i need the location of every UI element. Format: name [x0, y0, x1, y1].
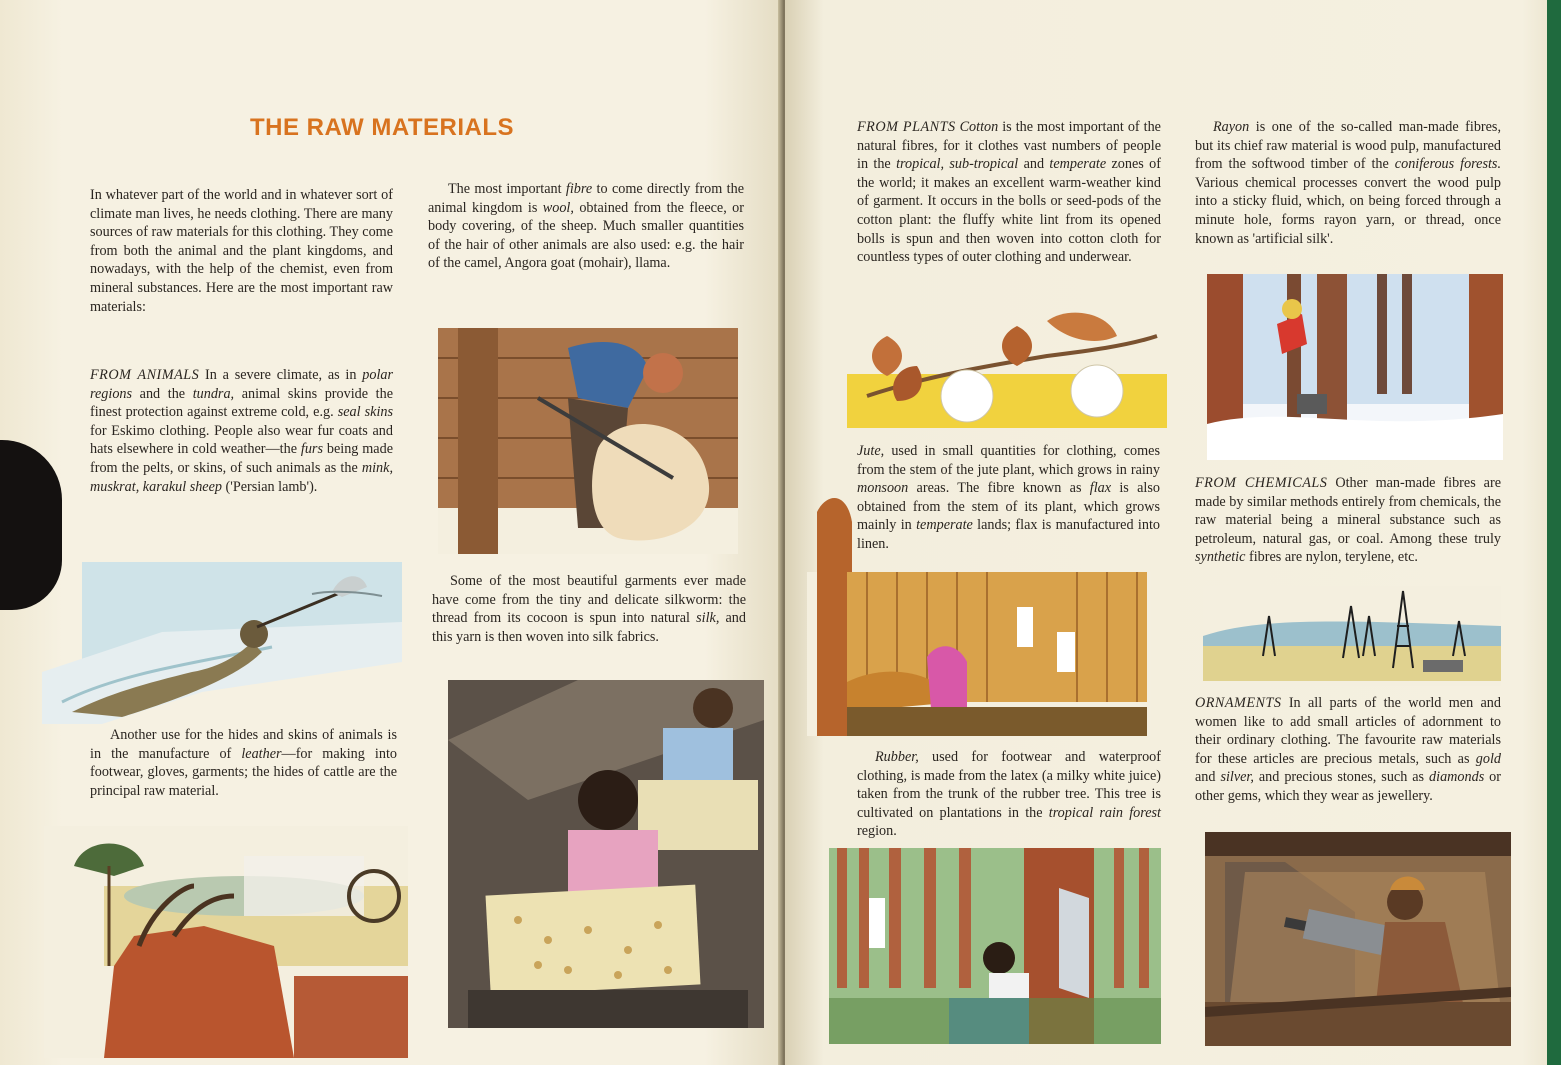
oil-derricks-drawing — [1203, 586, 1501, 686]
emphasis: monsoon — [857, 480, 909, 497]
right-page — [785, 0, 1561, 1065]
emphasis: gold — [1475, 750, 1501, 767]
from-plants-heading: FROM PLANTS — [857, 119, 956, 135]
silkworm-trays-illustration — [448, 680, 764, 1028]
text-span: ('Persian lamb'). — [222, 478, 318, 495]
wool-paragraph — [428, 180, 744, 273]
rubber-paragraph — [857, 748, 1161, 841]
emphasis: flax — [1089, 480, 1112, 497]
leather-paragraph — [90, 726, 397, 800]
emphasis: seal skins — [337, 404, 394, 421]
text-span: being made from the pelts, or skins, of such animals as the — [90, 441, 393, 476]
text-span: In a severe climate, as in — [199, 367, 363, 383]
emphasis: fibre — [565, 181, 593, 197]
text-span: to come directly from the animal kingdom is — [428, 181, 744, 216]
page-title: THE RAW MATERIALS — [250, 114, 515, 141]
text-span: —for making into footwear, gloves, garments; the hides of cattle are the principal raw material. — [90, 745, 397, 799]
emphasis: Rayon — [1213, 119, 1250, 135]
text-span: is the most important of the natural fibres, for it clothes vast numbers of people in the — [857, 119, 1161, 173]
sheep-shearing-drawing — [438, 328, 738, 554]
chemicals-paragraph — [1195, 474, 1501, 567]
lumberjack-forest-illustration — [1207, 274, 1503, 460]
text-span: Some of the most beautiful garments ever made have come from the tiny and delicate silkworm: the thread from its cocoon is spun into natural — [432, 573, 746, 627]
text-span: animal skins provide the finest protection against extreme cold, e.g. — [90, 385, 393, 421]
miner-drilling-drawing — [1205, 832, 1511, 1046]
from-chemicals-heading: FROM CHEMICALS — [1195, 475, 1328, 491]
text-span: is also obtained from the stem of its plant, which grows mainly in — [857, 480, 1160, 534]
rubber-tapping-drawing — [829, 848, 1161, 1044]
rayon-paragraph — [1195, 118, 1501, 248]
jute-harvest-illustration — [807, 492, 1151, 736]
silk-paragraph — [432, 572, 746, 646]
emphasis: leather — [241, 745, 282, 762]
text-span: for Eskimo clothing. People also wear fur coats and hats elsewhere in cold weather—the — [90, 422, 393, 458]
text-span: obtained from the fleece, or body covering, of the sheep. Much smaller quantities of the hair of other animals are also used: e.g. the hair of the camel, Angora goat (mohair), llama. — [428, 199, 744, 272]
sheep-shearing-illustration — [438, 328, 738, 554]
rubber-tapping-illustration — [829, 848, 1161, 1044]
from-animals-paragraph — [90, 366, 393, 496]
jute-harvest-drawing — [807, 492, 1151, 736]
emphasis: Cotton — [955, 119, 999, 135]
intro-paragraph: In whatever part of the world and in whatever sort of climate man lives, he needs clothing. There are many sources of raw materials for this clothing. They come from both the animal and the plant kingdoms, and nowadays, with the help of the chemist, even from mineral substances. Here are the most important raw materials: — [90, 187, 393, 315]
cotton-paragraph — [857, 118, 1161, 267]
cattle-oxcart-illustration — [44, 826, 408, 1058]
from-animals-heading: FROM ANIMALS — [90, 367, 200, 383]
emphasis: furs — [300, 441, 323, 458]
ornaments-heading: ORNAMENTS — [1195, 695, 1282, 711]
text-span: and this yarn is then woven into silk fabrics. — [432, 610, 746, 645]
emphasis: silver, — [1220, 769, 1254, 786]
text-span: Another use for the hides and skins of animals is in the manufacture of — [90, 727, 397, 762]
text-span: The most important — [448, 181, 566, 197]
book-cover-edge — [1547, 0, 1561, 1065]
text-span: used in small quantities for clothing, comes from the stem of the jute plant, which grows in rainy — [857, 443, 1160, 478]
text-span: and the — [132, 385, 193, 402]
emphasis: tundra, — [192, 385, 235, 402]
emphasis: temperate — [1049, 156, 1107, 173]
emphasis: wool, — [542, 199, 574, 216]
cotton-plant-drawing — [847, 306, 1167, 428]
miner-drilling-illustration — [1205, 832, 1511, 1046]
lumberjack-forest-drawing — [1207, 274, 1503, 460]
emphasis: polar regions — [90, 367, 393, 402]
text-span: areas. The fibre known as — [908, 480, 1090, 497]
text-span: and — [1195, 769, 1221, 786]
text-span: zones of the world; it makes an excellent warm-weather kind of garment. It occurs in the bolls or seed-pods of the cotton plant: the fluffy white lint from its opened bolls is spun and then woven into cotton cloth for countless types of outer clothing and underwear. — [857, 156, 1161, 266]
cattle-oxcart-drawing — [44, 826, 408, 1058]
emphasis: tropical, sub-tropical — [896, 156, 1019, 173]
text-span: fibres are nylon, terylene, etc. — [1245, 549, 1418, 566]
cotton-plant-illustration — [847, 306, 1167, 428]
emphasis: Jute, — [857, 443, 885, 459]
silkworm-trays-drawing — [448, 680, 764, 1028]
emphasis: Rubber, — [875, 749, 919, 765]
emphasis: silk, — [696, 610, 720, 627]
emphasis: coniferous forests. — [1394, 156, 1502, 173]
emphasis: tropical rain forest — [1048, 804, 1161, 821]
eskimo-hunter-drawing — [42, 552, 402, 724]
eskimo-hunter-illustration — [42, 552, 402, 724]
emphasis: mink, muskrat, karakul sheep — [90, 459, 393, 495]
text-span: Various chemical processes convert the wood pulp into a sticky fluid, which, on being forced through a minute hole, forms rayon yarn, or thread, once known as 'artificial silk'. — [1195, 174, 1501, 247]
emphasis: temperate — [916, 517, 973, 534]
emphasis: synthetic — [1195, 549, 1246, 566]
text-span: and — [1018, 156, 1050, 173]
text-span: and precious stones, such as — [1253, 769, 1430, 786]
text-span: Other man-made fibres are made by similar methods entirely from chemicals, the raw material being a mineral substance such as petroleum, natural gas, or coal. Among these truly — [1195, 475, 1501, 547]
text-span: lands; flax is manufactured into linen. — [857, 517, 1160, 552]
ornaments-paragraph — [1195, 694, 1501, 806]
text-span: In all parts of the world men and women like to add small articles of adornment to their ordinary clothing. The favourite raw materials for these articles are precious metals, such as — [1195, 695, 1501, 767]
text-span: is one of the so-called man-made fibres, but its chief raw material is wood pulp, manufactured from the softwood timber of the — [1195, 119, 1501, 173]
oil-derricks-illustration — [1203, 586, 1501, 686]
text-span: or other gems, which they wear as jewellery. — [1195, 769, 1501, 804]
text-span: region. — [857, 823, 897, 840]
text-span: used for footwear and waterproof clothing, is made from the latex (a milky white juice) taken from the trunk of the rubber tree. This tree is cultivated on plantations in the — [857, 749, 1161, 821]
emphasis: diamonds — [1429, 769, 1485, 786]
